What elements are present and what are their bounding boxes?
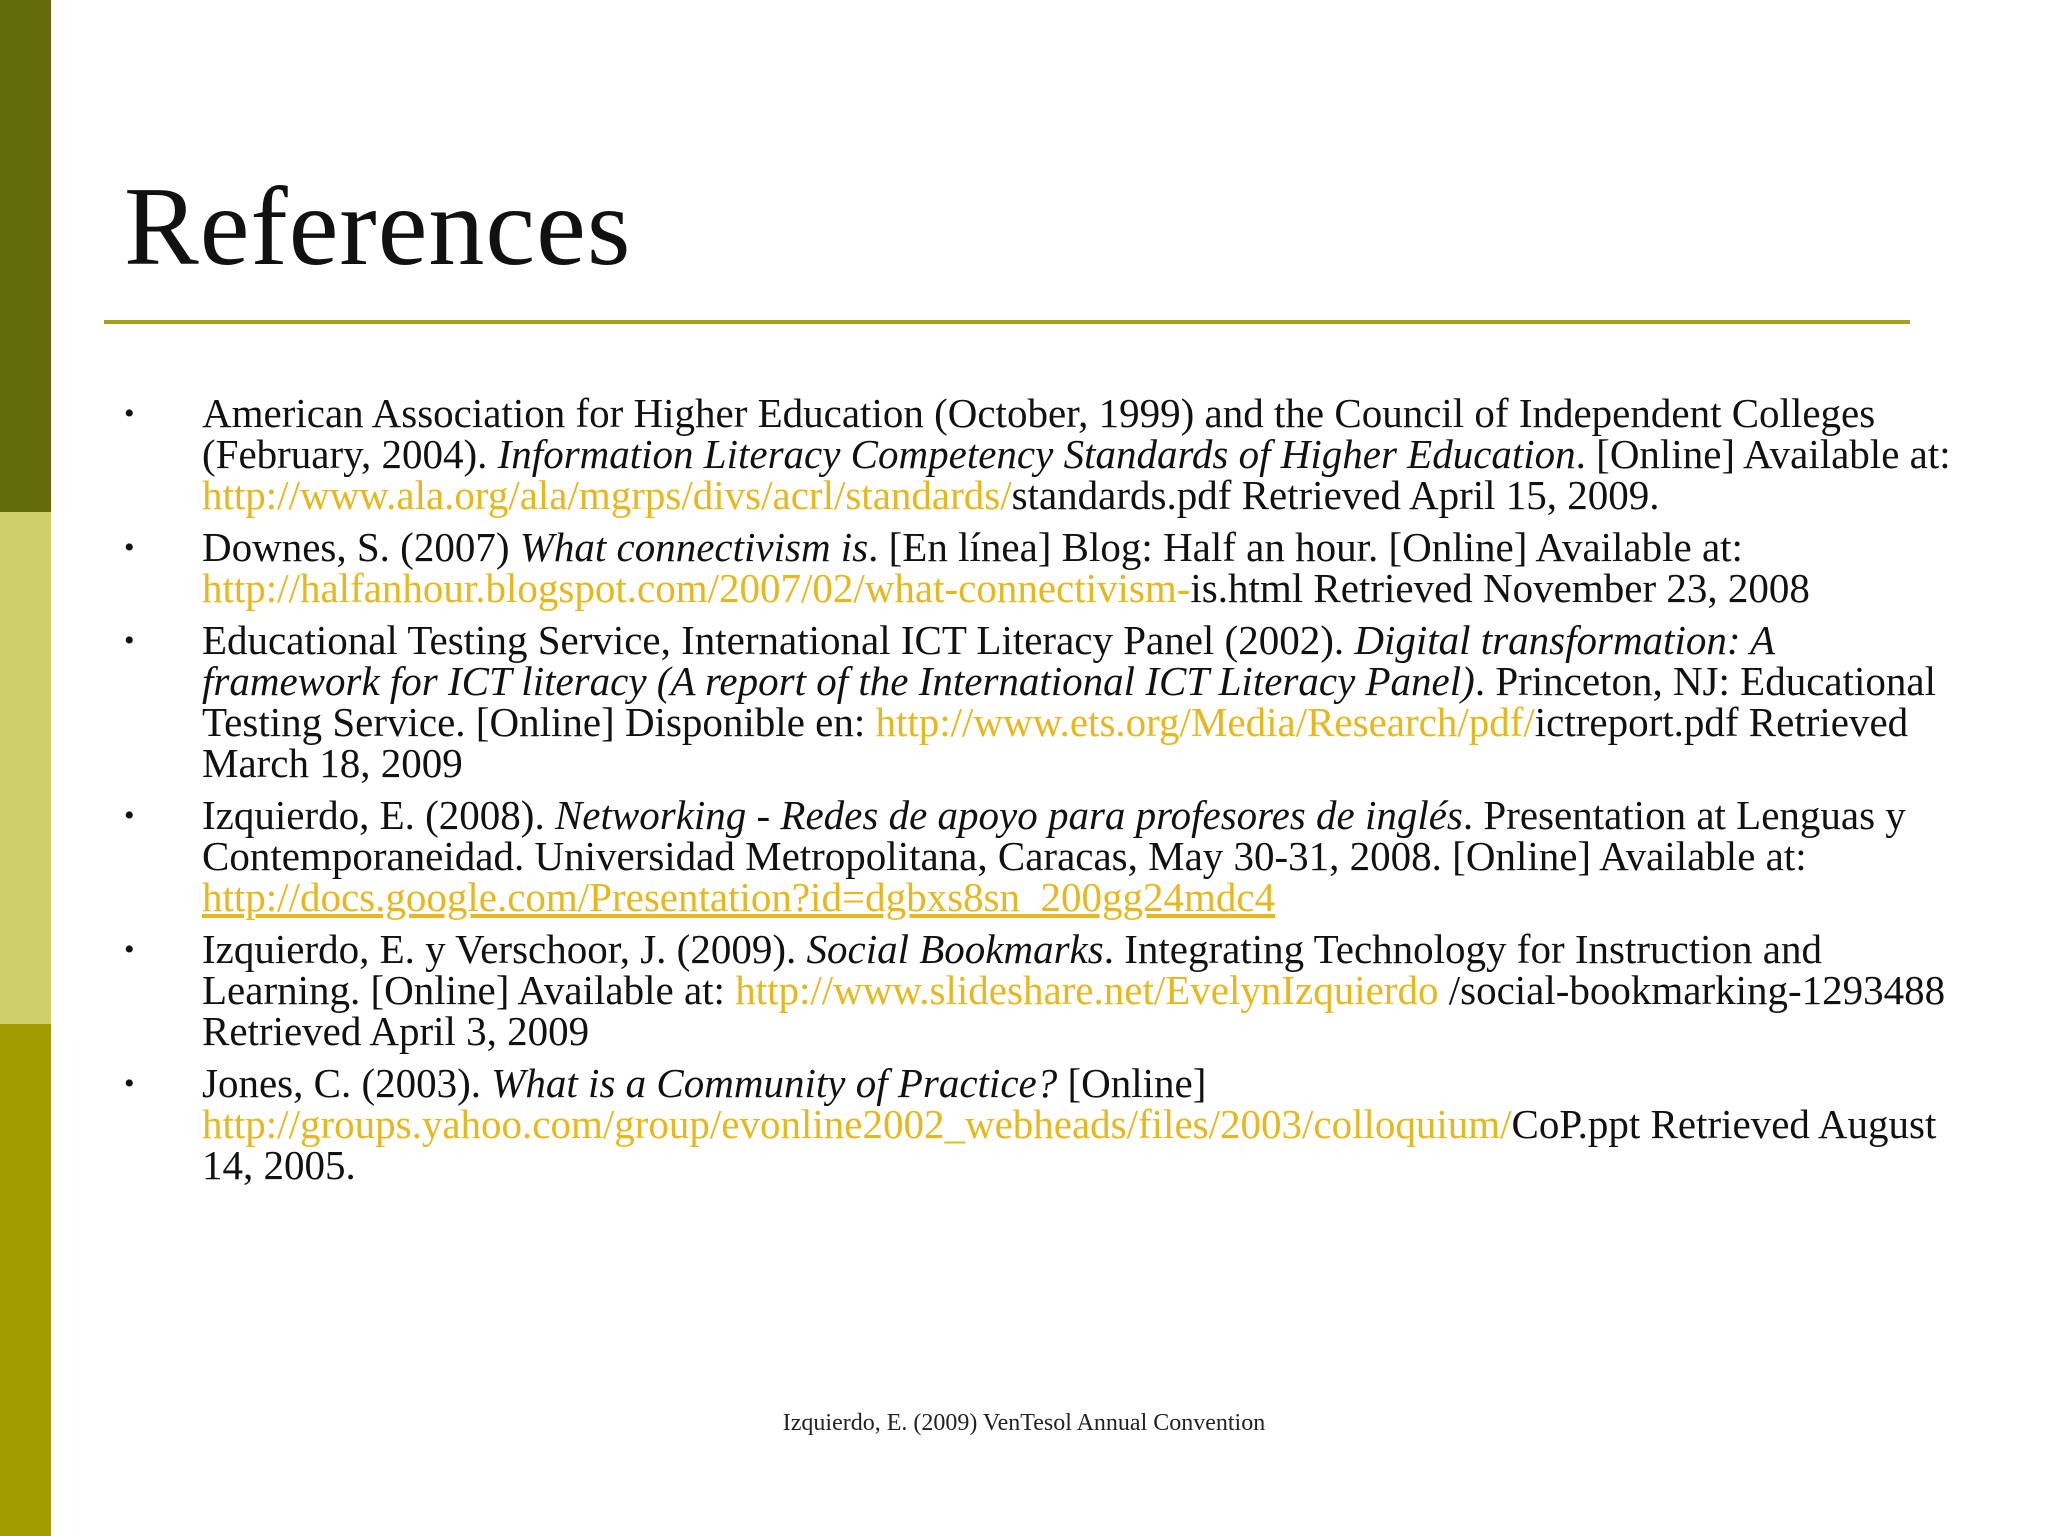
reference-text: . [En línea] Blog: Half an hour. [Online] Available at: xyxy=(868,524,1743,570)
reference-text: . Presentation at Lenguas y Contemporaneidad. Universidad Metropolitana, Caracas, May 30-31, 2008. [Online] Available at: xyxy=(202,792,1906,879)
bullet-icon: • xyxy=(124,1067,135,1100)
reference-link[interactable]: http://halfanhour.blogspot.com/2007/02/what-connectivism- xyxy=(202,565,1191,611)
reference-list xyxy=(124,390,1954,1197)
side-bar-middle-segment xyxy=(0,512,51,1024)
reference-link[interactable]: http://www.ala.org/ala/mgrps/divs/acrl/standards/ xyxy=(202,472,1012,518)
reference-text: . [Online] Available at: xyxy=(1575,431,1951,477)
reference-title: Social Bookmarks xyxy=(806,926,1104,972)
reference-title: Information Literacy Competency Standards of Higher Education xyxy=(497,431,1576,477)
title-underline-rule xyxy=(104,320,1910,324)
reference-link[interactable]: http://docs.google.com/Presentation?id=dgbxs8sn_200gg24mdc4 xyxy=(202,874,1276,920)
reference-item-aahe xyxy=(124,390,1954,518)
bullet-icon: • xyxy=(124,531,135,564)
reference-text: standards.pdf Retrieved April 15, 2009. xyxy=(1011,472,1660,518)
reference-item-downes xyxy=(124,524,1954,611)
reference-text: Izquierdo, E. (2008). xyxy=(202,792,555,838)
reference-link[interactable]: http://www.slideshare.net/EvelynIzquierdo xyxy=(735,967,1439,1013)
reference-item-izquierdo-2008 xyxy=(124,792,1954,920)
slide-footer: Izquierdo, E. (2009) VenTesol Annual Convention xyxy=(782,1410,1266,1436)
reference-text: [Online] xyxy=(1057,1060,1207,1106)
reference-title: Networking - Redes de apoyo para profesores de inglés xyxy=(554,792,1463,838)
reference-text: . Princeton, NJ: Educational Testing Service. [Online] Disponible en: xyxy=(202,658,1936,745)
side-bar-top-segment xyxy=(0,0,51,512)
reference-item-izquierdo-verschoor xyxy=(124,926,1954,1054)
bullet-icon: • xyxy=(124,397,135,430)
side-accent-bar xyxy=(0,0,51,1536)
reference-text: is.html Retrieved November 23, 2008 xyxy=(1190,565,1810,611)
slide-title: References xyxy=(124,165,632,289)
reference-title: What connectivism is xyxy=(519,524,869,570)
reference-text: Downes, S. (2007) xyxy=(202,524,520,570)
reference-text: /social-bookmarking-1293488 Retrieved April 3, 2009 xyxy=(202,967,1946,1054)
reference-title: What is a Community of Practice? xyxy=(491,1060,1058,1106)
reference-item-jones xyxy=(124,1060,1954,1188)
side-bar-bottom-segment xyxy=(0,1024,51,1536)
reference-text: CoP.ppt Retrieved August 14, 2005. xyxy=(202,1101,1937,1188)
bullet-icon: • xyxy=(124,624,135,657)
reference-text: Jones, C. (2003). xyxy=(202,1060,492,1106)
reference-text: . Integrating Technology for Instruction and Learning. [Online] Available at: xyxy=(202,926,1822,1013)
reference-text: ictreport.pdf Retrieved March 18, 2009 xyxy=(202,699,1909,786)
reference-text: Educational Testing Service, International ICT Literacy Panel (2002). xyxy=(202,617,1355,663)
reference-link[interactable]: http://groups.yahoo.com/group/evonline2002_webheads/files/2003/colloquium/ xyxy=(202,1101,1512,1147)
bullet-icon: • xyxy=(124,933,135,966)
bullet-icon: • xyxy=(124,799,135,832)
reference-link[interactable]: http://www.ets.org/Media/Research/pdf/ xyxy=(875,699,1535,745)
reference-title: Digital transformation: A framework for ICT literacy (A report of the International ICT Literacy Panel) xyxy=(202,617,1775,704)
reference-text: American Association for Higher Education (October, 1999) and the Council of Independent Colleges (February, 2004). xyxy=(202,390,1876,477)
reference-text: Izquierdo, E. y Verschoor, J. (2009). xyxy=(202,926,807,972)
reference-item-ets xyxy=(124,617,1954,786)
